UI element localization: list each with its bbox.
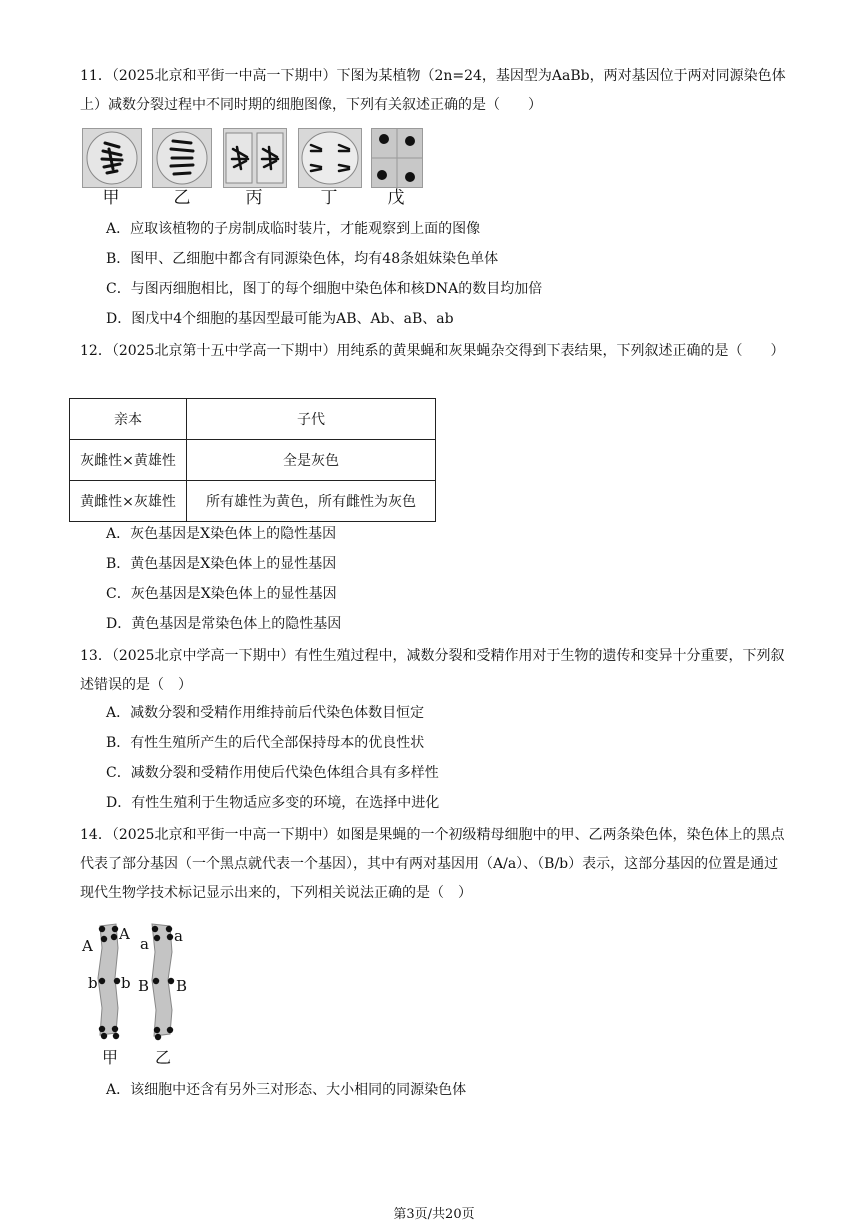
table-row: [70, 440, 436, 481]
table-header-cell: 子代: [187, 399, 436, 440]
q11-option-b: B．图甲、乙细胞中都含有同源染色体，均有48条姐妹染色单体: [106, 251, 499, 267]
gene-label: a: [174, 927, 183, 945]
gene-label: b: [88, 974, 98, 992]
cell-bing-drawing: [224, 129, 286, 187]
cell-label-jia: 甲: [102, 188, 120, 208]
page-number-footer: 第3页/共20页: [393, 1207, 475, 1222]
chromosome-diagram: [80, 918, 200, 1068]
meiosis-cell-images: [82, 128, 422, 208]
cell-label-ding: 丁: [320, 188, 338, 208]
question-14-stem: 14．（2025北京和平街一中高一下期中）如图是果蝇的一个初级精母细胞中的甲、乙两条染色体，染色体上的黑点代表了部分基因（一个黑点就代表一个基因），其中有两对基因用（A/a）、（B/b）表示，这部分基因的位置是通过现代生物学技术标记显示出来的，下列相关说法正确的是（ ）: [80, 827, 785, 901]
q11-option-c: C．与图丙细胞相比，图丁的每个细胞中染色体和核DNA的数目均加倍: [106, 281, 543, 297]
q12-option-c: C．灰色基因是X染色体上的显性基因: [106, 586, 337, 602]
question-11-stem: 11．（2025北京和平街一中高一下期中）下图为某植物（2n=24，基因型为AaBb，两对基因位于两对同源染色体上）减数分裂过程中不同时期的细胞图像，下列有关叙述正确的是（ ）: [80, 68, 786, 113]
question-12-stem: 12．（2025北京第十五中学高一下期中）用纯系的黄果蝇和灰果蝇杂交得到下表结果，下列叙述正确的是（ ）: [80, 343, 785, 359]
cell-image-yi: [152, 128, 212, 188]
cell-label-bing: 丙: [245, 188, 263, 208]
q13-option-d: D．有性生殖利于生物适应多变的环境，在选择中进化: [106, 795, 440, 811]
table-cell: 全是灰色: [187, 440, 436, 481]
gene-label: B: [138, 977, 150, 995]
q12-option-a: A．灰色基因是X染色体上的隐性基因: [106, 526, 337, 542]
chromosome-label-yi: 乙: [155, 1048, 172, 1067]
cell-label-wu: 戊: [387, 188, 405, 208]
q11-option-d: D．图戊中4个细胞的基因型最可能为AB、Ab、aB、ab: [106, 311, 454, 327]
gene-label: A: [119, 925, 130, 943]
cell-ding-drawing: [299, 129, 361, 187]
gene-label: B: [176, 977, 188, 995]
table-cell: 灰雌性×黄雄性: [70, 440, 187, 481]
cell-image-jia: [82, 128, 142, 188]
q13-option-b: B．有性生殖所产生的后代全部保持母本的优良性状: [106, 735, 425, 751]
cell-image-wu: [371, 128, 423, 188]
cell-image-ding: [298, 128, 362, 188]
table-row: [70, 481, 436, 522]
q12-option-b: B．黄色基因是X染色体上的显性基因: [106, 556, 337, 572]
gene-label: b: [121, 974, 131, 992]
cell-wu-drawing: [372, 129, 422, 187]
cell-image-bing: [223, 128, 287, 188]
cell-yi-drawing: [153, 129, 211, 187]
q11-option-a: A．应取该植物的子房制成临时装片，才能观察到上面的图像: [106, 221, 481, 237]
chromosome-label-jia: 甲: [102, 1048, 119, 1067]
q13-option-a: A．减数分裂和受精作用维持前后代染色体数目恒定: [106, 705, 425, 721]
table-cell: 黄雌性×灰雄性: [70, 481, 187, 522]
cell-label-yi: 乙: [173, 188, 191, 208]
table-header-cell: 亲本: [70, 399, 187, 440]
question-13-stem: 13．（2025北京中学高一下期中）有性生殖过程中，减数分裂和受精作用对于生物的遗传和变异十分重要，下列叙述错误的是（ ）: [80, 648, 785, 693]
table-header-row: [70, 399, 436, 440]
q13-option-c: C．减数分裂和受精作用使后代染色体组合具有多样性: [106, 765, 439, 781]
q12-option-d: D．黄色基因是常染色体上的隐性基因: [106, 616, 342, 632]
q14-option-a: A．该细胞中还含有另外三对形态、大小相同的同源染色体: [106, 1082, 467, 1098]
gene-label: A: [82, 937, 93, 955]
cell-jia-drawing: [83, 129, 141, 187]
table-cell: 所有雄性为黄色，所有雌性为灰色: [187, 481, 436, 522]
cross-results-table: [69, 398, 436, 522]
gene-label: a: [140, 935, 149, 953]
